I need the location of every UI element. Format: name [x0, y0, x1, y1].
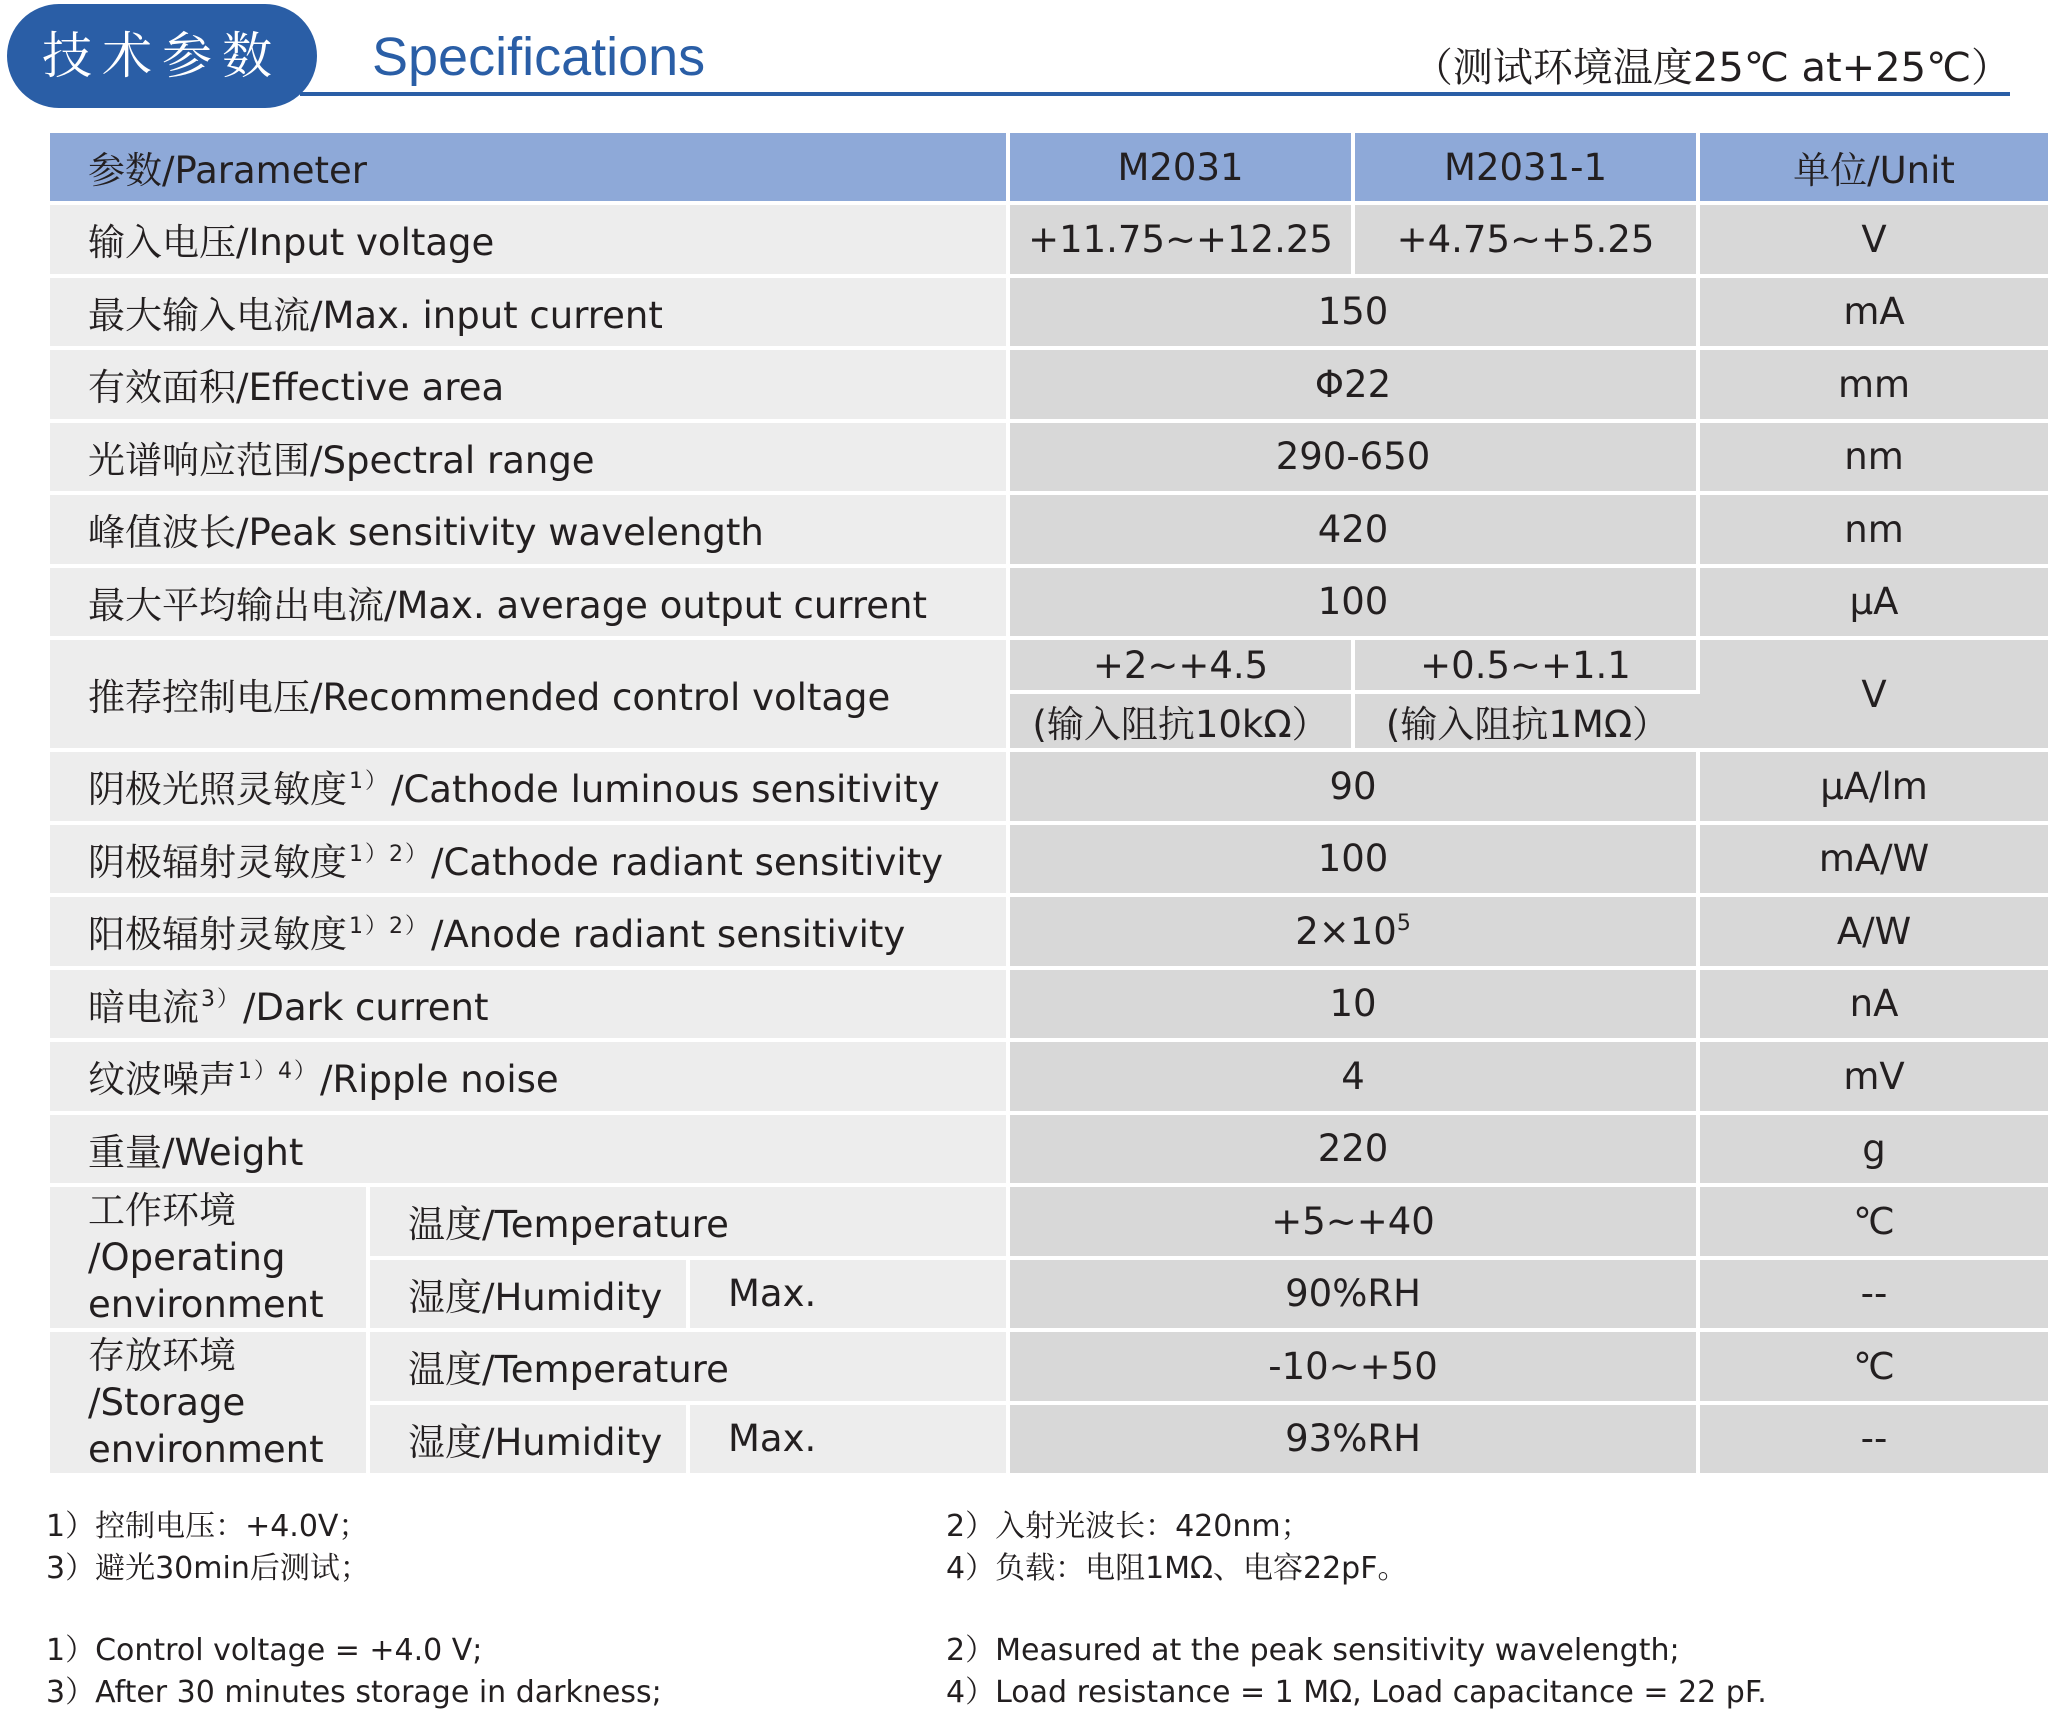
table-row: [50, 495, 2048, 568]
table-row: [50, 1042, 2048, 1115]
param-label-cn: 纹波噪声: [88, 1058, 236, 1102]
unit-cell: g: [1700, 1115, 2048, 1188]
env-label-cn: 工作环境: [88, 1189, 236, 1232]
footnote: 4）Load resistance = 1 MΩ, Load capacitance = 22 pF.: [946, 1675, 1767, 1710]
table-row: [50, 640, 2048, 694]
param-label-cn: 阳极辐射灵敏度: [88, 913, 347, 957]
temperature-label: 温度/Temperature: [370, 1332, 1010, 1405]
value-shared: [1010, 897, 1700, 970]
humidity-qualifier: Max.: [690, 1405, 1010, 1478]
unit-cell: mV: [1700, 1042, 2048, 1115]
header-m2031-1: M2031-1: [1355, 133, 1700, 205]
param-label-en: /Cathode luminous sensitivity: [391, 768, 940, 812]
table-row: [50, 897, 2048, 970]
value-shared: 220: [1010, 1115, 1700, 1188]
header-parameter: 参数/Parameter: [50, 133, 1010, 205]
value-shared: 420: [1010, 495, 1700, 568]
unit-cell: V: [1700, 640, 2048, 752]
test-condition: （测试环境温度25℃ at+25℃）: [1412, 45, 2011, 91]
param-label: 重量/Weight: [50, 1115, 1010, 1188]
value-base: 2×10: [1295, 909, 1397, 953]
footnote-ref: 1）4）: [238, 1059, 318, 1085]
operating-env-label: [50, 1187, 370, 1332]
value-shared: 150: [1010, 278, 1700, 351]
header-unit: 单位/Unit: [1700, 133, 2048, 205]
unit-cell: mm: [1700, 350, 2048, 423]
env-label-cn: 存放环境: [88, 1334, 236, 1377]
param-label-en: /Anode radiant sensitivity: [431, 913, 906, 957]
value-shared: 100: [1010, 568, 1700, 641]
unit-cell: μA/lm: [1700, 752, 2048, 825]
param-label: 光谱响应范围/Spectral range: [50, 423, 1010, 496]
footnotes-en-left: [46, 1630, 662, 1710]
param-label: 推荐控制电压/Recommended control voltage: [50, 640, 1010, 752]
param-label: 有效面积/Effective area: [50, 350, 1010, 423]
table-row: [50, 205, 2048, 278]
param-label-en: /Ripple noise: [320, 1058, 559, 1102]
value-shared: +5~+40: [1010, 1187, 1700, 1260]
value-exponent: 5: [1396, 910, 1411, 936]
humidity-qualifier: Max.: [690, 1260, 1010, 1333]
table-row: [50, 568, 2048, 641]
footnote: 1）控制电压：+4.0V；: [46, 1509, 369, 1544]
param-label-cn: 暗电流: [88, 985, 199, 1029]
footnotes-cn-left: [46, 1506, 370, 1590]
humidity-label: 湿度/Humidity: [370, 1405, 690, 1478]
env-label-en1: /Storage: [88, 1381, 246, 1424]
value-shared: Φ22: [1010, 350, 1700, 423]
value-shared: 290-650: [1010, 423, 1700, 496]
unit-cell: --: [1700, 1405, 2048, 1478]
unit-cell: ℃: [1700, 1187, 2048, 1260]
param-label-cn: 阴极光照灵敏度: [88, 768, 347, 812]
param-label: 最大平均输出电流/Max. average output current: [50, 568, 1010, 641]
table-row: [50, 1332, 2048, 1405]
footnote-ref: 1）2）: [349, 914, 429, 940]
value-m2031: +11.75~+12.25: [1010, 205, 1355, 278]
footnote: 4）负载：电阻1MΩ、电容22pF。: [946, 1551, 1408, 1586]
param-label: [50, 752, 1010, 825]
unit-cell: ℃: [1700, 1332, 2048, 1405]
env-label-en1: /Operating: [88, 1236, 286, 1279]
unit-cell: nm: [1700, 423, 2048, 496]
unit-cell: A/W: [1700, 897, 2048, 970]
unit-cell: mA: [1700, 278, 2048, 351]
footnote-ref: 1）2）: [349, 841, 429, 867]
page-title: Specifications: [372, 27, 706, 87]
value-shared: 10: [1010, 970, 1700, 1043]
param-label-cn: 阴极辐射灵敏度: [88, 840, 347, 884]
table-row: [50, 1115, 2048, 1188]
value-shared: 4: [1010, 1042, 1700, 1115]
footnote: 2）入射光波长：420nm；: [946, 1509, 1311, 1544]
param-label: 最大输入电流/Max. input current: [50, 278, 1010, 351]
value-m2031: +2~+4.5: [1010, 640, 1355, 694]
footnote-ref: 3）: [201, 986, 241, 1012]
env-label-en2: environment: [88, 1428, 324, 1471]
unit-cell: mA/W: [1700, 825, 2048, 898]
table-row: [50, 278, 2048, 351]
unit-cell: V: [1700, 205, 2048, 278]
value-m2031-1: +4.75~+5.25: [1355, 205, 1700, 278]
param-label: [50, 825, 1010, 898]
footnote: 3）避光30min后测试；: [46, 1551, 370, 1586]
temperature-label: 温度/Temperature: [370, 1187, 1010, 1260]
value-shared: 90%RH: [1010, 1260, 1700, 1333]
table-row: [50, 350, 2048, 423]
table-header-row: [50, 133, 2048, 205]
footnote: 2）Measured at the peak sensitivity wavelength;: [946, 1633, 1680, 1668]
param-label-en: /Dark current: [243, 985, 489, 1029]
table-row: [50, 1187, 2048, 1260]
param-label: 峰值波长/Peak sensitivity wavelength: [50, 495, 1010, 568]
footnotes-en-right: [946, 1630, 1767, 1710]
header-m2031: M2031: [1010, 133, 1355, 205]
env-label-en2: environment: [88, 1283, 324, 1326]
table-row: [50, 423, 2048, 496]
value-shared: 90: [1010, 752, 1700, 825]
unit-cell: μA: [1700, 568, 2048, 641]
footnote: 1）Control voltage = +4.0 V;: [46, 1633, 483, 1668]
table-row: [50, 752, 2048, 825]
footnote-ref: 1）: [349, 769, 389, 795]
footnotes-cn-right: [946, 1506, 1407, 1590]
param-label: [50, 897, 1010, 970]
specifications-table: [50, 133, 2048, 1477]
unit-cell: nm: [1700, 495, 2048, 568]
table-row: [50, 825, 2048, 898]
value-shared: -10~+50: [1010, 1332, 1700, 1405]
unit-cell: --: [1700, 1260, 2048, 1333]
impedance-note-m2031-1: (输入阻抗1MΩ）: [1355, 694, 1700, 752]
table-row: [50, 970, 2048, 1043]
param-label-en: /Cathode radiant sensitivity: [431, 840, 944, 884]
footnote: 3）After 30 minutes storage in darkness;: [46, 1675, 662, 1710]
value-shared: 93%RH: [1010, 1405, 1700, 1478]
param-label: 输入电压/Input voltage: [50, 205, 1010, 278]
value-m2031-1: +0.5~+1.1: [1355, 640, 1700, 694]
storage-env-label: [50, 1332, 370, 1477]
impedance-note-m2031: (输入阻抗10kΩ）: [1010, 694, 1355, 752]
param-label: [50, 970, 1010, 1043]
unit-cell: nA: [1700, 970, 2048, 1043]
humidity-label: 湿度/Humidity: [370, 1260, 690, 1333]
param-label: [50, 1042, 1010, 1115]
section-badge: 技术参数: [7, 4, 317, 108]
value-shared: 100: [1010, 825, 1700, 898]
